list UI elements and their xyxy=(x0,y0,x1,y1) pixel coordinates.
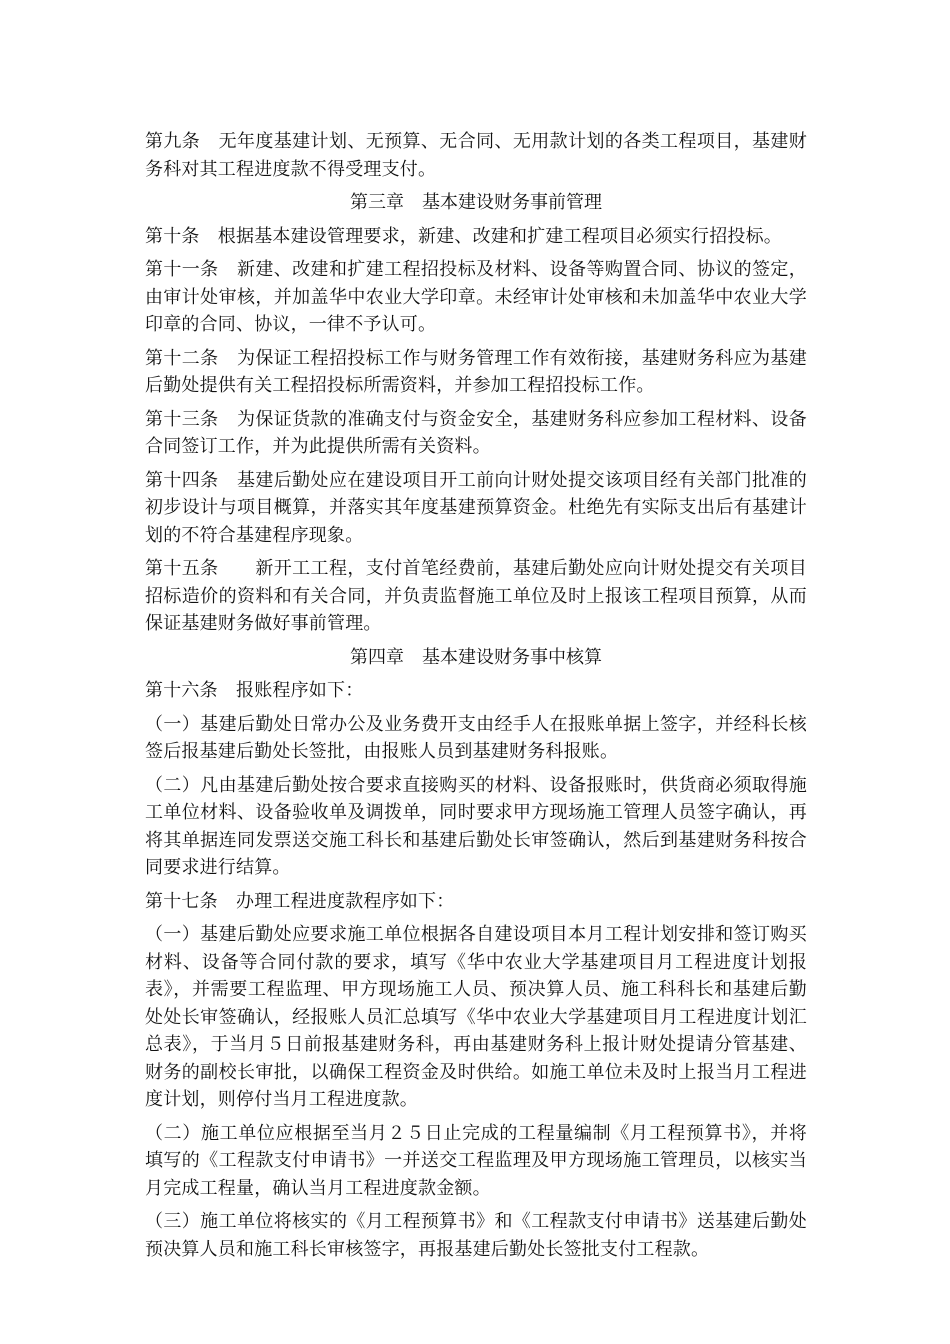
document-body xyxy=(145,128,807,1269)
article-12: 第十二条 为保证工程招投标工作与财务管理工作有效衔接，基建财务科应为基建后勤处提供有关工程招投标所需资料，并参加工程招投标工作。 xyxy=(145,347,807,396)
article-14: 第十四条 基建后勤处应在建设项目开工前向计财处提交该项目经有关部门批准的初步设计与项目概算，并落实其年度基建预算资金。杜绝先有实际支出后有基建计划的不符合基建程序现象。 xyxy=(145,469,807,546)
article-11: 第十一条 新建、改建和扩建工程招投标及材料、设备等购置合同、协议的签定，由审计处审核，并加盖华中农业大学印章。未经审计处审核和未加盖华中农业大学印章的合同、协议，一律不予认可。 xyxy=(145,259,807,335)
article-10: 第十条 根据基本建设管理要求，新建、改建和扩建工程项目必须实行招投标。 xyxy=(145,225,782,247)
article-17: 第十七条 办理工程进度款程序如下： xyxy=(145,890,455,912)
article-13: 第十三条 为保证货款的准确支付与资金安全，基建财务科应参加工程材料、设备合同签订工作，并为此提供所需有关资料。 xyxy=(145,408,807,457)
article-9: 第九条 无年度基建计划、无预算、无合同、无用款计划的各类工程项目，基建财务科对其工程进度款不得受理支付。 xyxy=(145,131,807,180)
chapter-4-heading: 第四章 基本建设财务事中核算 xyxy=(350,646,602,668)
article-16: 第十六条 报账程序如下： xyxy=(145,680,364,701)
article-16-item-2: （二）凡由基建后勤处按合要求直接购买的材料、设备报账时，供货商必须取得施工单位材料、设备验收单及调拨单，同时要求甲方现场施工管理人员签字确认，再将其单据连同发票送交施工科长和基建后勤处长审签确认，然后到基建财务科按合同要求进行结算。 xyxy=(145,774,807,878)
chapter-3-heading: 第三章 基本建设财务事前管理 xyxy=(350,192,602,213)
article-15: 第十五条 新开工工程，支付首笔经费前，基建后勤处应向计财处提交有关项目招标造价的资料和有关合同，并负责监督施工单位及时上报该工程项目预算，从而保证基建财务做好事前管理。 xyxy=(145,558,807,634)
article-16-item-1: （一）基建后勤处日常办公及业务费开支由经手人在报账单据上签字，并经科长核签后报基建后勤处长签批，由报账人员到基建财务科报账。 xyxy=(145,713,807,762)
article-17-item-3: （三）施工单位将核实的《月工程预算书》和《工程款支付申请书》送基建后勤处预决算人员和施工科长审核签字，再报基建后勤处长签批支付工程款。 xyxy=(145,1211,807,1260)
article-17-item-1: （一）基建后勤处应要求施工单位根据各自建设项目本月工程计划安排和签订购买材料、设备等合同付款的要求，填写《华中农业大学基建项目月工程进度计划报表》，并需要工程监理、甲方现场施工人员、预决算人员、施工科科长和基建后勤处处长审签确认，经报账人员汇总填写《华中农业大学基建项目月工程进度计划汇总表》，于当月５日前报基建财务科，再由基建财务科上报计财处提请分管基建、财务的副校长审批，以确保工程资金及时供给。如施工单位未及时上报当月工程进度计划，则停付当月工程进度款。 xyxy=(145,924,807,1110)
article-17-item-2: （二）施工单位应根据至当月２５日止完成的工程量编制《月工程预算书》，并将填写的《工程款支付申请书》一并送交工程监理及甲方现场施工管理员，以核实当月完成工程量，确认当月工程进度款金额。 xyxy=(145,1122,807,1199)
